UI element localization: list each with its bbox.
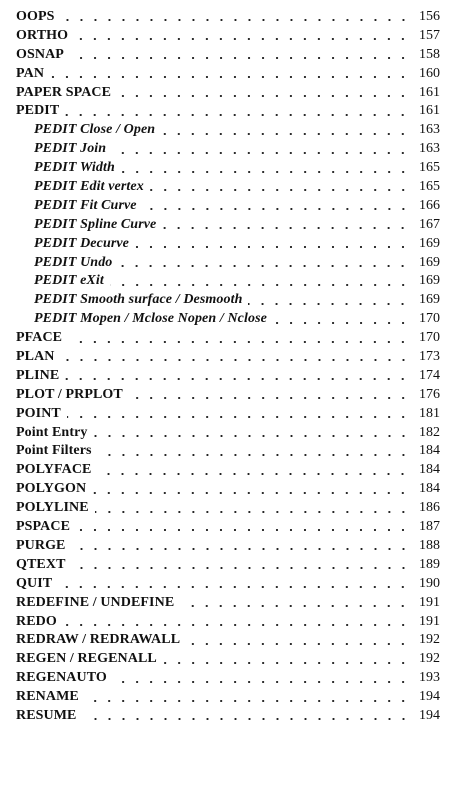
index-entry: [0, 688, 453, 707]
dot-leader: [248, 303, 410, 305]
entry-page-number: 165: [419, 160, 440, 176]
entry-label: PFACE: [16, 330, 63, 346]
entry-page-number: 186: [419, 500, 440, 516]
index-subentry: [0, 291, 453, 310]
dot-leader: [273, 322, 410, 324]
dot-leader: [94, 435, 411, 437]
index-subentry: [0, 272, 453, 291]
entry-label: REDO: [16, 613, 57, 629]
entry-page-number: 173: [419, 349, 440, 365]
entry-page-number: 170: [419, 311, 440, 327]
entry-label: RESUME: [16, 707, 77, 723]
entry-page-number: 156: [419, 9, 440, 24]
entry-label: PLAN: [16, 349, 55, 365]
dot-leader: [63, 624, 410, 626]
entry-page-number: 157: [419, 27, 440, 43]
index-subentry: [0, 159, 453, 178]
entry-page-number: 163: [419, 141, 440, 157]
entry-label: PEDIT Fit Curve: [34, 197, 137, 213]
index-entry: [0, 405, 453, 424]
entry-page-number: 192: [419, 632, 440, 648]
entry-page-number: 193: [419, 670, 440, 686]
entry-page-number: 181: [419, 405, 440, 421]
index-entry: [0, 386, 453, 405]
index-entry: [0, 329, 453, 348]
dot-leader: [83, 718, 411, 720]
dot-leader: [129, 397, 410, 399]
entry-page-number: 184: [419, 443, 440, 459]
entry-label: REDRAW / REDRAWALL: [16, 632, 181, 648]
entry-page-number: 163: [419, 122, 440, 138]
dot-leader: [92, 492, 410, 494]
entry-label: PEDIT Width: [34, 160, 115, 176]
entry-page-number: 160: [419, 65, 440, 81]
entry-label: PAPER SPACE: [16, 84, 112, 100]
entry-page-number: 182: [419, 424, 440, 440]
dot-leader: [70, 57, 410, 59]
index-subentry: [0, 235, 453, 254]
index-entry: [0, 102, 453, 121]
entry-label: POLYLINE: [16, 500, 89, 516]
index-subentry: [0, 121, 453, 140]
index-entry: [0, 669, 453, 688]
entry-label: POLYGON: [16, 481, 87, 497]
index-entry: [0, 594, 453, 613]
dot-leader: [135, 246, 410, 248]
index-entry: [0, 613, 453, 632]
index-entry: [0, 348, 453, 367]
dot-leader: [72, 567, 410, 569]
dot-leader: [67, 416, 410, 418]
dot-leader: [65, 378, 410, 380]
dot-leader: [58, 586, 410, 588]
entry-label: QTEXT: [16, 556, 66, 572]
index-entry: [0, 46, 453, 65]
index-entry: [0, 84, 453, 103]
index-subentry: [0, 178, 453, 197]
entry-page-number: 194: [419, 707, 440, 723]
dot-leader: [162, 227, 410, 229]
entry-page-number: 190: [419, 575, 440, 591]
index-entry: [0, 27, 453, 46]
entry-label: Point Filters: [16, 443, 92, 459]
index-entry: [0, 556, 453, 575]
entry-label: PEDIT: [16, 103, 60, 119]
index-entry: [0, 518, 453, 537]
entry-page-number: 174: [419, 367, 440, 383]
index-subentry: [0, 197, 453, 216]
dot-leader: [113, 681, 410, 683]
entry-page-number: 191: [419, 594, 440, 610]
entry-label: PURGE: [16, 537, 66, 553]
entry-label: PEDIT eXit: [34, 273, 104, 289]
entry-label: PEDIT Close / Open: [34, 122, 156, 138]
entry-page-number: 169: [419, 254, 440, 270]
entry-page-number: 161: [419, 84, 440, 100]
entry-page-number: 192: [419, 651, 440, 667]
entry-label: OOPS: [16, 9, 55, 24]
dot-leader: [150, 189, 410, 191]
entry-page-number: 187: [419, 519, 440, 535]
dot-leader: [143, 208, 410, 210]
dot-leader: [110, 284, 410, 286]
dot-leader: [65, 114, 410, 116]
dot-leader: [68, 341, 410, 343]
index-entry: [0, 631, 453, 650]
index-subentry: [0, 310, 453, 329]
entry-page-number: 191: [419, 613, 440, 629]
dot-leader: [72, 548, 411, 550]
entry-page-number: 184: [419, 462, 440, 478]
entry-page-number: 158: [419, 46, 440, 62]
entry-label: POINT: [16, 405, 61, 421]
index-entry: [0, 537, 453, 556]
entry-label: REGEN / REGENALL: [16, 651, 157, 667]
entry-label: PEDIT Decurve: [34, 235, 130, 251]
entry-page-number: 167: [419, 216, 440, 232]
dot-leader: [98, 454, 410, 456]
entry-label: PEDIT Undo: [34, 254, 113, 270]
entry-page-number: 169: [419, 292, 440, 308]
dot-leader: [161, 133, 410, 135]
entry-page-number: 169: [419, 235, 440, 251]
entry-label: RENAME: [16, 689, 79, 705]
entry-page-number: 169: [419, 273, 440, 289]
dot-leader: [61, 19, 410, 21]
dot-leader: [118, 265, 410, 267]
index-entry: [0, 65, 453, 84]
index-subentry: [0, 216, 453, 235]
entry-label: QUIT: [16, 575, 53, 591]
index-entry: [0, 499, 453, 518]
entry-label: ORTHO: [16, 27, 69, 43]
index-subentry: [0, 254, 453, 273]
entry-label: PLINE: [16, 367, 60, 383]
entry-label: OSNAP: [16, 46, 64, 62]
dot-leader: [76, 529, 410, 531]
entry-label: PEDIT Edit vertex: [34, 179, 144, 195]
index-subentry: [0, 140, 453, 159]
entry-label: PEDIT Spline Curve: [34, 216, 157, 232]
index-entry: [0, 367, 453, 386]
entry-page-number: 165: [419, 179, 440, 195]
dot-leader: [180, 605, 410, 607]
index-entry: [0, 442, 453, 461]
entry-page-number: 176: [419, 386, 440, 402]
entry-page-number: 166: [419, 197, 440, 213]
index-entry: [0, 707, 453, 726]
dot-leader: [112, 152, 410, 154]
entry-page-number: 194: [419, 689, 440, 705]
index-entry: [0, 424, 453, 443]
dot-leader: [97, 473, 410, 475]
dot-leader: [74, 38, 410, 40]
entry-label: PEDIT Smooth surface / Desmooth: [34, 292, 243, 308]
entry-label: REDEFINE / UNDEFINE: [16, 594, 175, 610]
entry-page-number: 188: [419, 537, 440, 553]
dot-leader: [186, 643, 410, 645]
index-list: [0, 8, 453, 726]
index-entry: [0, 461, 453, 480]
entry-label: PAN: [16, 65, 45, 81]
entry-page-number: 161: [419, 103, 440, 119]
entry-page-number: 189: [419, 556, 440, 572]
index-entry: [0, 480, 453, 499]
entry-label: PLOT / PRPLOT: [16, 386, 123, 402]
entry-label: REGENAUTO: [16, 670, 107, 686]
entry-label: PEDIT Join: [34, 141, 107, 157]
entry-label: PEDIT Mopen / Mclose Nopen / Nclose: [34, 311, 267, 327]
entry-label: Point Entry: [16, 424, 88, 440]
entry-label: PSPACE: [16, 519, 71, 535]
entry-page-number: 170: [419, 330, 440, 346]
dot-leader: [85, 700, 410, 702]
dot-leader: [163, 662, 410, 664]
dot-leader: [61, 359, 410, 361]
dot-leader: [121, 171, 410, 173]
dot-leader: [95, 511, 410, 513]
entry-label: POLYFACE: [16, 462, 92, 478]
dot-leader: [117, 95, 410, 97]
index-entry: [0, 8, 453, 27]
dot-leader: [50, 76, 410, 78]
entry-page-number: 184: [419, 481, 440, 497]
index-entry: [0, 650, 453, 669]
index-entry: [0, 575, 453, 594]
